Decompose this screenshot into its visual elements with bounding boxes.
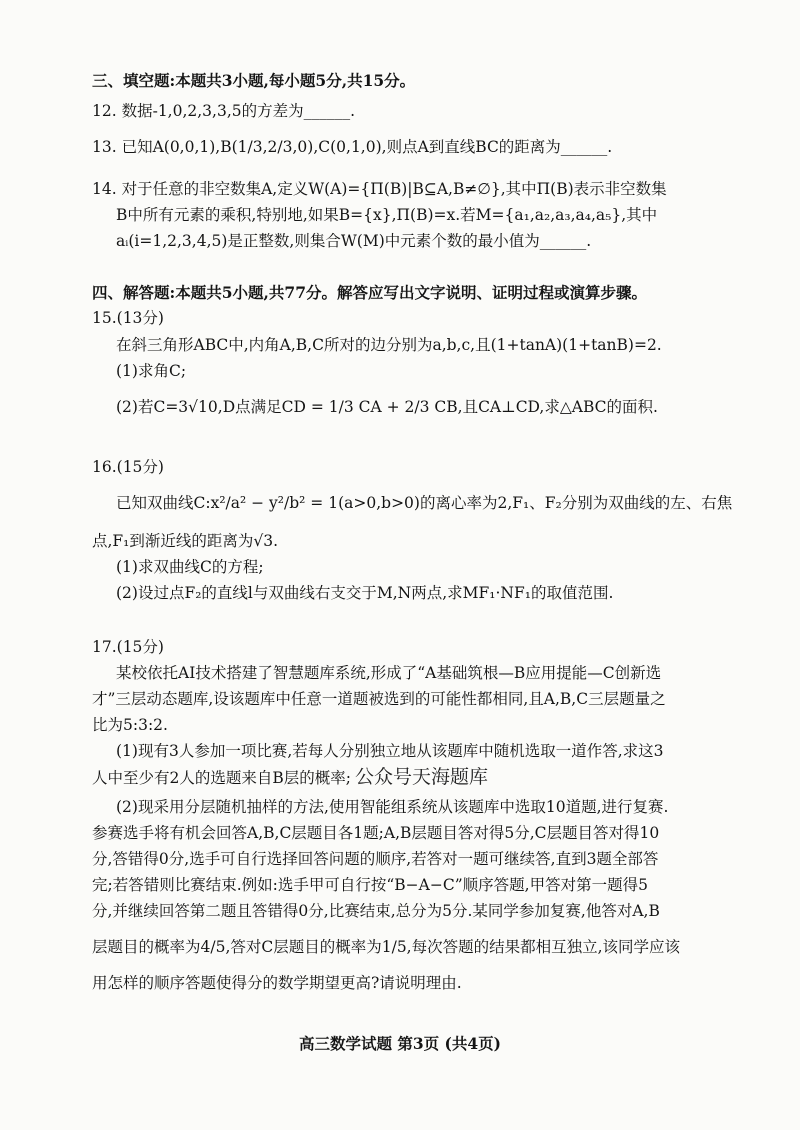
question-12: 12. 数据-1,0,2,3,3,5的方差为______. bbox=[92, 102, 356, 120]
question-16-title: 16.(15分) bbox=[92, 458, 164, 476]
question-17-title: 17.(15分) bbox=[92, 638, 164, 656]
section3-header: 三、填空题:本题共3小题,每小题5分,共15分。 bbox=[92, 71, 416, 90]
question-17-line-8: 分,答错得0分,选手可自行选择回答问题的顺序,若答对一题可继续答,直到3题全部答 bbox=[92, 850, 659, 868]
question-17-line-5-text: 人中至少有2人的选题来自B层的概率; bbox=[92, 769, 351, 787]
question-14-line-1: 14. 对于任意的非空数集A,定义W(A)={Π(B)|B⊆A,B≠∅},其中Π(B)表示非空数集 bbox=[92, 180, 667, 198]
question-14-line-3: aᵢ(i=1,2,3,4,5)是正整数,则集合W(M)中元素个数的最小值为______. bbox=[116, 232, 592, 250]
question-16-line-3: (1)求双曲线C的方程; bbox=[116, 558, 264, 576]
question-17-line-11: 层题目的概率为4/5,答对C层题目的概率为1/5,每次答题的结果都相互独立,该同学应该 bbox=[92, 938, 681, 956]
question-14-line-2: B中所有元素的乘积,特别地,如果B={x},Π(B)=x.若M={a₁,a₂,a₃,a₄,a₅},其中 bbox=[116, 206, 658, 224]
question-16-line-2: 点,F₁到渐近线的距离为√3. bbox=[92, 532, 279, 550]
question-15-title: 15.(13分) bbox=[92, 309, 164, 327]
question-17-line-5 bbox=[92, 766, 744, 789]
question-17-line-3: 比为5:3:2. bbox=[92, 716, 168, 734]
question-15-line-1: 在斜三角形ABC中,内角A,B,C所对的边分别为a,b,c,且(1+tanA)(1+tanB)=2. bbox=[116, 336, 662, 354]
question-17-line-4: (1)现有3人参加一项比赛,若每人分别独立地从该题库中随机选取一道作答,求这3 bbox=[116, 742, 664, 760]
question-16-line-1: 已知双曲线C:x²/a² − y²/b² = 1(a>0,b>0)的离心率为2,F₁、F₂分别为双曲线的左、右焦 bbox=[116, 494, 733, 512]
section4-header: 四、解答题:本题共5小题,共77分。解答应写出文字说明、证明过程或演算步骤。 bbox=[92, 283, 647, 302]
page-footer: 高三数学试题 第3页 (共4页) bbox=[298, 1034, 502, 1053]
question-16-line-4: (2)设过点F₂的直线l与双曲线右支交于M,N两点,求MF₁·NF₁的取值范围. bbox=[116, 584, 614, 602]
question-17-line-1: 某校依托AI技术搭建了智慧题库系统,形成了“A基础筑根—B应用提能—C创新选 bbox=[116, 664, 662, 682]
question-15-line-2: (1)求角C; bbox=[116, 362, 187, 380]
question-17-line-10: 分,并继续回答第二题且答错得0分,比赛结束,总分为5分.某同学参加复赛,他答对A,B bbox=[92, 902, 660, 920]
question-17-line-6: (2)现采用分层随机抽样的方法,使用智能组系统从该题库中选取10道题,进行复赛. bbox=[116, 798, 669, 816]
question-17-line-9: 完;若答错则比赛结束.例如:选手甲可自行按“B−A−C”顺序答题,甲答对第一题得5 bbox=[92, 876, 648, 894]
question-13: 13. 已知A(0,0,1),B(1/3,2/3,0),C(0,1,0),则点A到直线BC的距离为______. bbox=[92, 138, 613, 156]
question-17-line-2: 才”三层动态题库,设该题库中任意一道题被选到的可能性都相同,且A,B,C三层题量之 bbox=[92, 690, 666, 708]
question-15-line-3: (2)若C=3√10,D点满足CD = 1/3 CA + 2/3 CB,且CA⊥CD,求△ABC的面积. bbox=[116, 398, 658, 416]
question-17-line-12: 用怎样的顺序答题使得分的数学期望更高?请说明理由. bbox=[92, 974, 462, 992]
question-17-line-7: 参赛选手将有机会回答A,B,C层题目各1题;A,B层题目答对得5分,C层题目答对得10 bbox=[92, 824, 660, 842]
watermark-text: 公众号天海题库 bbox=[354, 766, 488, 788]
